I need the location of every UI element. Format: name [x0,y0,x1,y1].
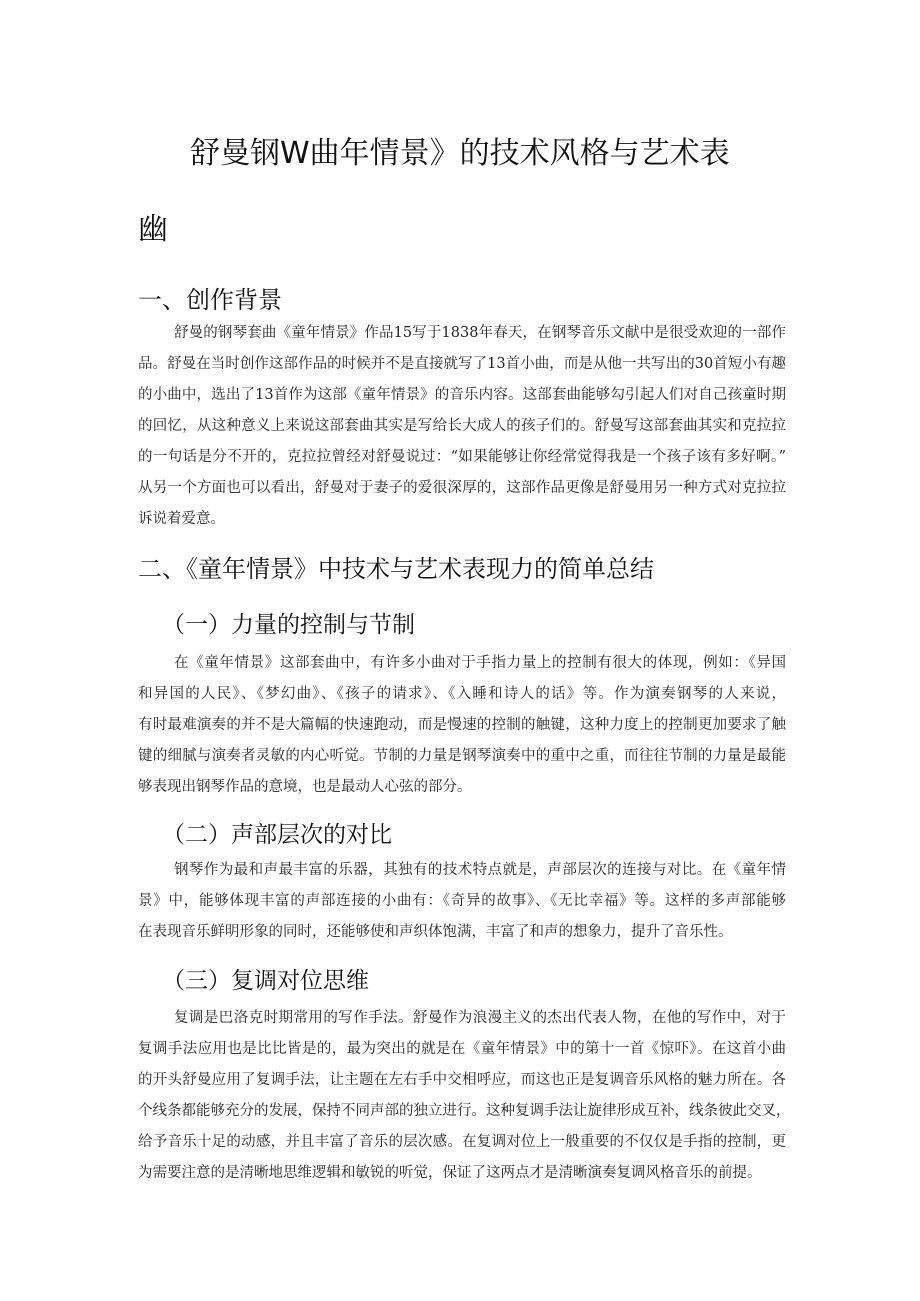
paragraph-line: 给予音乐十足的动感，并且丰富了音乐的层次感。在复调对位上一般重要的不仅仅是手指的控制，更 [138,1134,786,1150]
paragraph-polyphony [138,1003,791,1189]
paragraph-line: 舒曼的钢琴套曲《童年情景》作品15写于1838年春天，在钢琴音乐文献中是很受欢迎的一部作 [174,325,786,341]
paragraph-line: 复调手法应用也是比比皆是的，最为突出的就是在《童年情景》中的第十一首《惊吓》。在这首小曲 [138,1041,786,1057]
paragraph-voice-contrast [138,855,786,948]
paragraph-line: 为需要注意的是清晰地思维逻辑和敏锐的听觉，保证了这两点才是清晰演奏复调风格音乐的前提。 [138,1165,762,1181]
paragraph-line: 的开头舒曼应用了复调手法，让主题在左右手中交相呼应，而这也正是复调音乐风格的魅力所在。各 [138,1072,786,1088]
section-heading-summary: 二、《童年情景》中技术与艺术表现力的简单总结 [138,555,654,583]
paragraph-line: 品。舒曼在当时创作这部作品的时候并不是直接就写了13首小曲，而是从他一共写出的30首短小有趣 [138,356,786,372]
paragraph-line: 在表现音乐鲜明形象的同时，还能够使和声织体饱满，丰富了和声的想象力，提升了音乐性。 [138,924,733,940]
document-title-continuation: 幽 [138,212,168,247]
paragraph-line: 的一句话是分不开的，克拉拉曾经对舒曼说过：“如果能够让你经常觉得我是一个孩子该有多好啊。” [138,449,786,465]
paragraph-background [138,318,786,535]
paragraph-line: 钢琴作为最和声最丰富的乐器，其独有的技术特点就是，声部层次的连接与对比。在《童年情 [174,862,786,878]
paragraph-line: 的小曲中，选出了13首作为这部《童年情景》的音乐内容。这部套曲能够勾引起人们对自己孩童时期 [138,387,786,403]
paragraph-line: 景》中，能够体现丰富的声部连接的小曲有：《奇异的故事》、《无比幸福》等。这样的多声部能够 [138,893,786,909]
paragraph-line: 键的细腻与演奏者灵敏的内心听觉。节制的力量是钢琴演奏中的重中之重，而往往节制的力量是最能 [138,748,786,764]
subsection-heading-voice-contrast: （二）声部层次的对比 [162,822,392,848]
paragraph-line: 从另一个方面也可以看出，舒曼对于妻子的爱很深厚的，这部作品更像是舒曼用另一种方式对克拉拉 [138,480,786,496]
paragraph-line: 和异国的人民》、《梦幻曲》、《孩子的请求》、《入睡和诗人的话》等。作为演奏钢琴的人来说， [138,686,786,702]
section-heading-background: 一、创作背景 [138,286,282,314]
document-title: 舒曼钢W曲年情景》的技术风格与艺术表 [190,136,730,171]
paragraph-force-control [138,648,786,803]
paragraph-line: 诉说着爱意。 [138,511,225,527]
paragraph-line: 在《童年情景》这部套曲中，有许多小曲对于手指力量上的控制有很大的体现，例如：《异国 [174,655,786,671]
subsection-heading-polyphony: （三）复调对位思维 [162,968,369,994]
paragraph-line: 有时最难演奏的并不是大篇幅的快速跑动，而是慢速的控制的触键，这种力度上的控制更加要求了触 [138,717,786,733]
paragraph-line: 的回忆，从这种意义上来说这部套曲其实是写给长大成人的孩子们的。舒曼写这部套曲其实和克拉拉 [138,418,786,434]
paragraph-line: 复调是巴洛克时期常用的写作手法。舒曼作为浪漫主义的杰出代表人物，在他的写作中，对于 [174,1010,786,1026]
subsection-heading-force-control: （一）力量的控制与节制 [162,612,415,638]
paragraph-line: 个线条都能够充分的发展，保持不同声部的独立进行。这种复调手法让旋律形成互补，线条彼此交叉， [138,1103,791,1119]
paragraph-line: 够表现出钢琴作品的意境，也是最动人心弦的部分。 [138,779,472,795]
